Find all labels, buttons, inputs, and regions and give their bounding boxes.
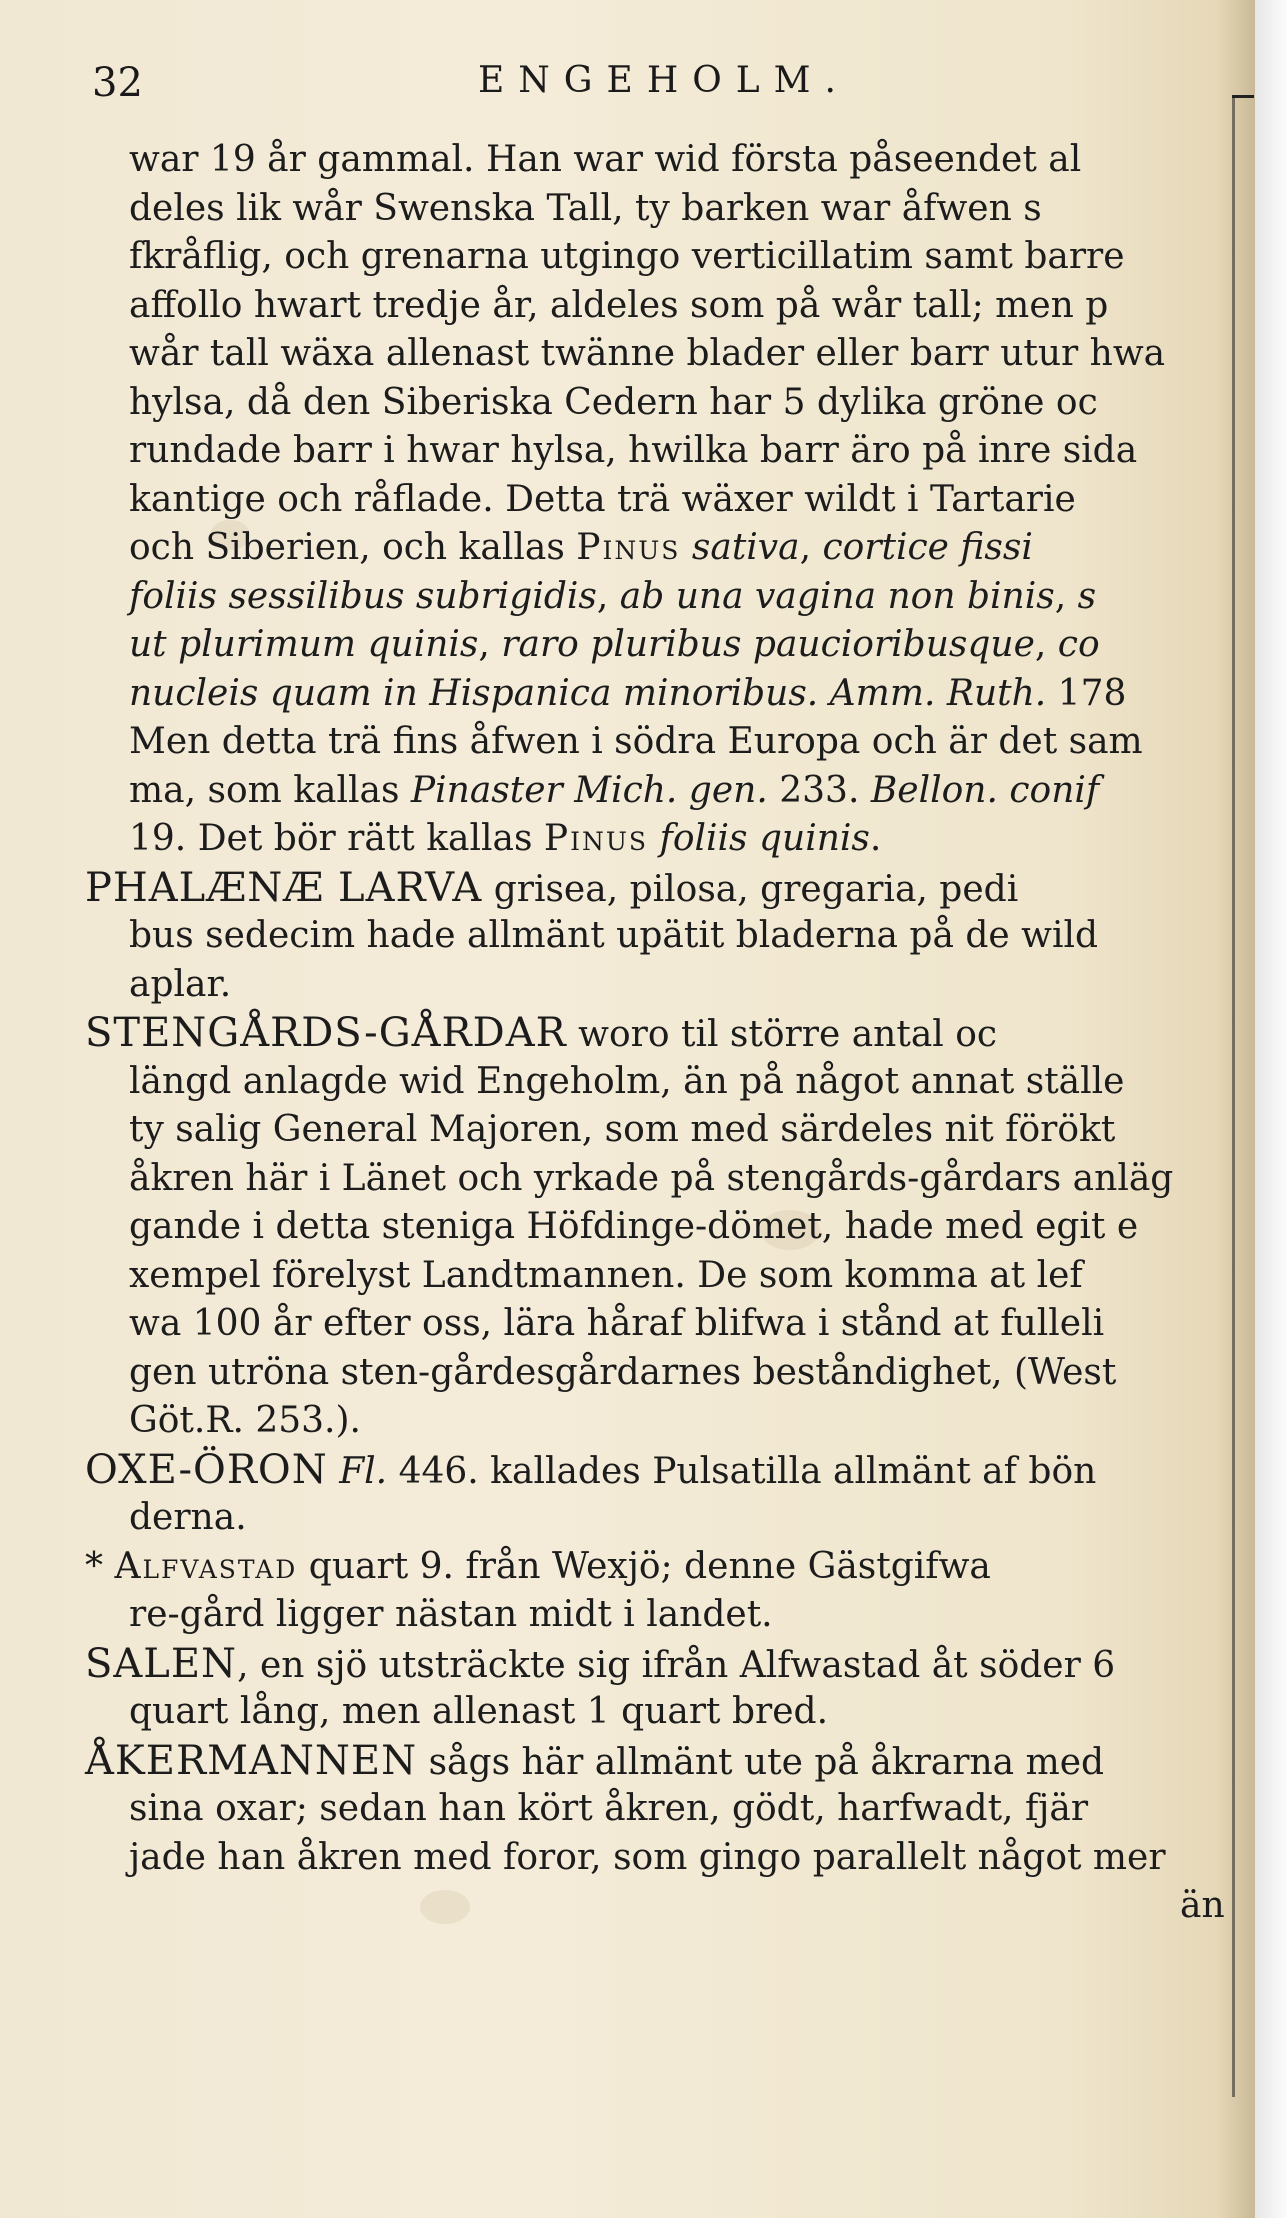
text-line: derna.	[129, 1497, 247, 1538]
text-line: kantige och råflade. Detta trä wäxer wildt i Tartarie	[129, 478, 1076, 520]
catchword: än	[1180, 1885, 1225, 1926]
text-line: Göt.R. 253.).	[129, 1400, 361, 1441]
text-line: foliis sessilibus subrigidis, ab una vagina non binis, s	[129, 575, 1097, 617]
text-line: re-gård ligger nästan midt i landet.	[129, 1594, 773, 1635]
text-line: deles lik wår Swenska Tall, ty barken war åfwen s	[129, 187, 1042, 229]
text-line: xempel förelyst Landtmannen. De som komma at lef	[129, 1254, 1083, 1296]
text-line: aplar.	[129, 963, 232, 1005]
text-line: ut plurimum quinis, raro pluribus paucioribusque, co	[129, 624, 1100, 665]
text-line: jade han åkren med foror, som gingo parallelt något mer	[129, 1836, 1166, 1878]
text-line: affollo hwart tredje år, aldeles som på wår tall; men p	[129, 284, 1109, 326]
text-line: 19. Det bör rätt kallas Pinus foliis quinis.	[129, 818, 882, 859]
text-line: gen utröna sten-gårdesgårdarnes beståndighet, (West	[129, 1351, 1117, 1393]
text-line: längd anlagde wid Engeholm, än på något annat ställe	[129, 1060, 1125, 1102]
text-line: * Alfvastad quart 9. från Wexjö; denne Gästgifwa	[85, 1545, 991, 1587]
text-line: war 19 år gammal. Han war wid första påseendet al	[129, 139, 1082, 180]
text-line: ty salig General Majoren, som med särdeles nit förökt	[129, 1109, 1116, 1150]
text-line: STENGÅRDS-GÅRDAR woro til större antal oc	[85, 1010, 998, 1056]
text-line: wår tall wäxa allenast twänne blader eller barr utur hwa	[129, 333, 1166, 374]
text-line: fkråflig, och grenarna utgingo verticillatim samt barre	[129, 236, 1125, 277]
text-line: sina oxar; sedan han kört åkren, gödt, harfwadt, fjär	[129, 1788, 1089, 1829]
text-line: wa 100 år efter oss, lära håraf blifwa i stånd at fulleli	[129, 1303, 1105, 1344]
text-line: Men detta trä fins åfwen i södra Europa och är det sam	[129, 721, 1143, 762]
page-edge	[1255, 0, 1287, 2218]
text-line: OXE-ÖRON Fl. 446. kallades Pulsatilla allmänt af bön	[85, 1446, 1097, 1493]
text-line: PHALÆNÆ LARVA grisea, pilosa, gregaria, pedi	[85, 864, 1019, 911]
margin-rule-vertical	[1232, 97, 1235, 2097]
text-line: rundade barr i hwar hylsa, hwilka barr äro på inre sida	[129, 430, 1138, 471]
text-line: quart lång, men allenast 1 quart bred.	[129, 1691, 829, 1732]
text-line: hylsa, då den Siberiska Cedern har 5 dylika gröne oc	[129, 381, 1098, 423]
page-header	[0, 60, 1255, 110]
text-line: SALEN, en sjö utsträckte sig ifrån Alfwastad åt söder 6	[85, 1640, 1116, 1687]
page-number: 32	[92, 60, 143, 106]
text-line: ÅKERMANNEN sågs här allmänt ute på åkrarna med	[85, 1737, 1105, 1784]
running-title: ENGEHOLM.	[478, 60, 850, 101]
text-line: gande i detta steniga Höfdinge-dömet, hade med egit e	[129, 1206, 1139, 1247]
text-line: bus sedecim hade allmänt upätit bladerna på de wild	[129, 915, 1099, 956]
paper-stain	[420, 1890, 470, 1924]
text-line: ma, som kallas Pinaster Mich. gen. 233. Bellon. conif	[129, 769, 1100, 811]
text-line: nucleis quam in Hispanica minoribus. Amm. Ruth. 178	[129, 672, 1127, 714]
text-line: åkren här i Länet och yrkade på stengårds-gårdars anläg	[129, 1157, 1174, 1199]
text-line: och Siberien, och kallas Pinus sativa, cortice fissi	[129, 527, 1033, 568]
